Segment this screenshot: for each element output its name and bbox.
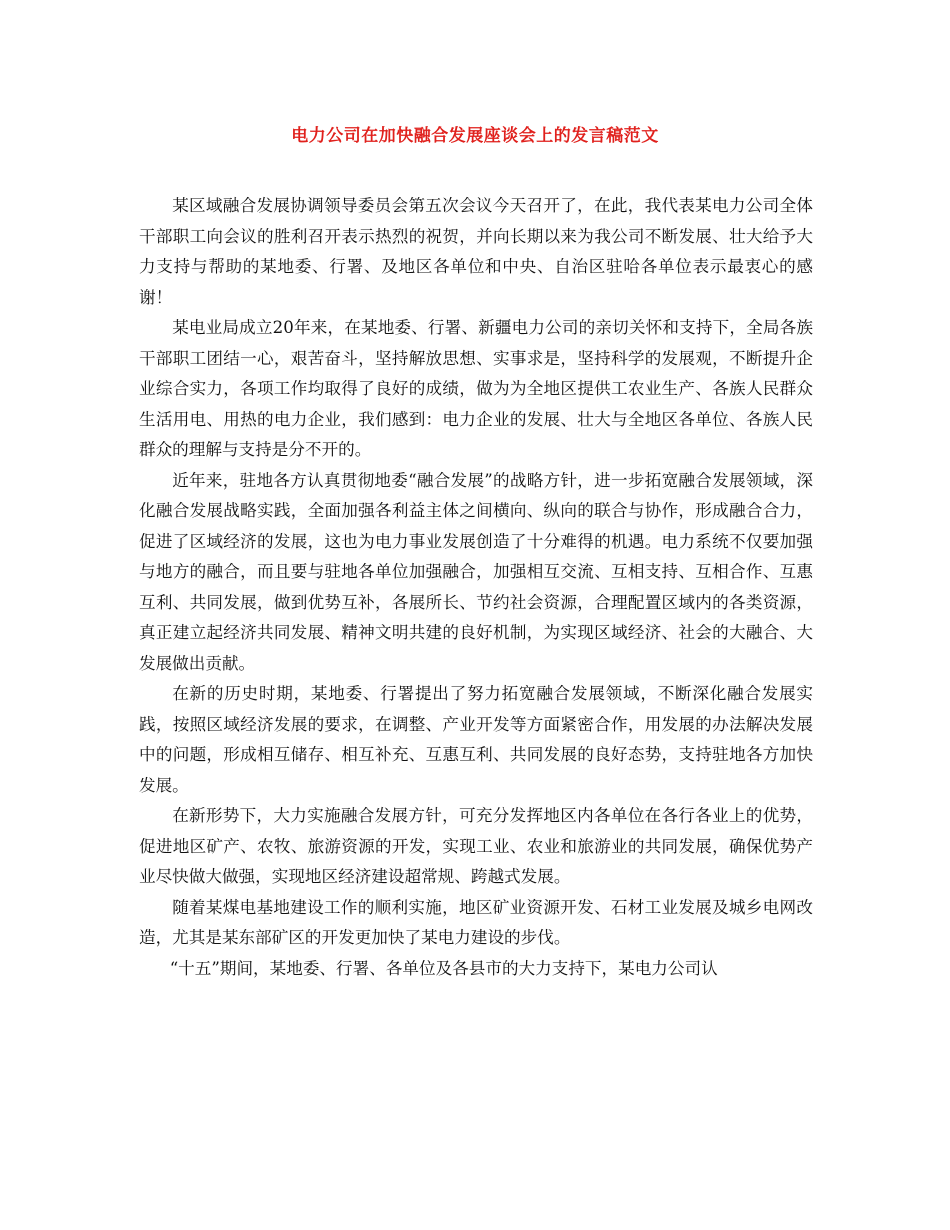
document-title: 电力公司在加快融合发展座谈会上的发言稿范文 xyxy=(291,126,659,146)
document-body xyxy=(139,191,813,984)
body-paragraph: 某区域融合发展协调领导委员会第五次会议今天召开了，在此，我代表某电力公司全体干部职工向会议的胜利召开表示热烈的祝贺，并向长期以来为我公司不断发展、壮大给予大力支持与帮助的某地委、行署、及地区各单位和中央、自治区驻哈各单位表示最衷心的感谢！ xyxy=(139,196,813,307)
body-paragraph: 随着某煤电基地建设工作的顺利实施，地区矿业资源开发、石材工业发展及城乡电网改造，尤其是某东部矿区的开发更加快了某电力建设的步伐。 xyxy=(139,897,813,947)
body-paragraph: 在新形势下，大力实施融合发展方针，可充分发挥地区内各单位在各行各业上的优势，促进地区矿产、农牧、旅游资源的开发，实现工业、农业和旅游业的共同发展，确保优势产业尽快做大做强，实现地区经济建设超常规、跨越式发展。 xyxy=(139,806,813,886)
body-paragraph: 近年来，驻地各方认真贯彻地委“融合发展”的战略方针，进一步拓宽融合发展领域，深化融合发展战略实践，全面加强各利益主体之间横向、纵向的联合与协作，形成融合合力，促进了区域经济的发展，这也为电力事业发展创造了十分难得的机遇。电力系统不仅要加强与地方的融合，而且要与驻地各单位加强融合，加强相互交流、互相支持、互相合作、互惠互利、共同发展，做到优势互补，各展所长、节约社会资源，合理配置区域内的各类资源，真正建立起经济共同发展、精神文明共建的良好机制，为实现区域经济、社会的大融合、大发展做出贡献。 xyxy=(139,470,813,673)
body-paragraph: 某电业局成立20年来，在某地委、行署、新疆电力公司的亲切关怀和支持下，全局各族干部职工团结一心，艰苦奋斗，坚持解放思想、实事求是，坚持科学的发展观，不断提升企业综合实力，各项工作均取得了良好的成绩，做为为全地区提供工农业生产、各族人民群众生活用电、用热的电力企业，我们感到：电力企业的发展、壮大与全地区各单位、各族人民群众的理解与支持是分不开的。 xyxy=(139,318,813,459)
body-paragraph: 在新的历史时期，某地委、行署提出了努力拓宽融合发展领域，不断深化融合发展实践，按照区域经济发展的要求，在调整、产业开发等方面紧密合作，用发展的办法解决发展中的问题，形成相互储存、相互补充、互惠互利、共同发展的良好态势，支持驻地各方加快发展。 xyxy=(139,684,813,795)
body-paragraph: “十五”期间，某地委、行署、各单位及各县市的大力支持下，某电力公司认 xyxy=(169,958,718,978)
